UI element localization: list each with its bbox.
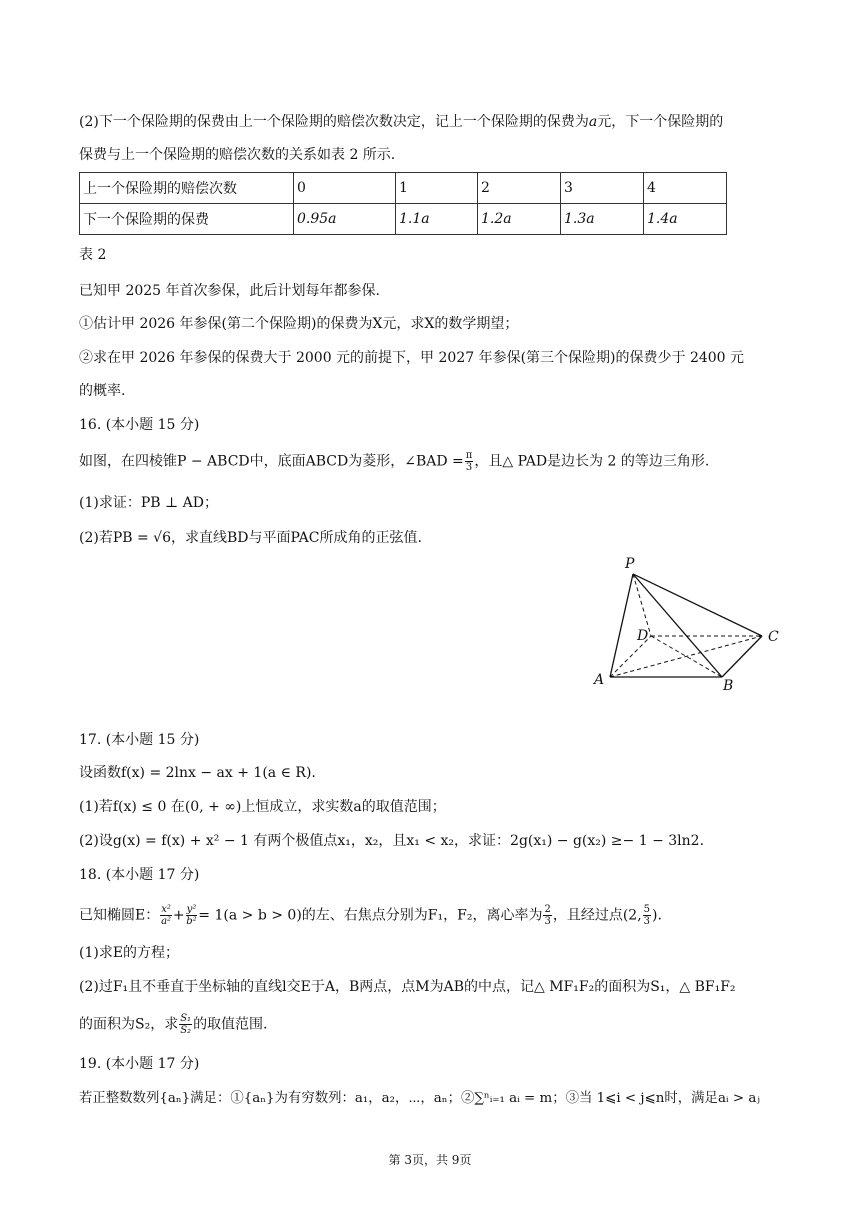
table-row: 下一个保险期的保费 0.95a 1.1a 1.2a 1.3a 1.4a <box>80 204 727 235</box>
pyramid-figure <box>590 552 790 692</box>
fraction: $\frac{\text{x²}}{\text{a²}}$ <box>161 904 172 927</box>
q16-sub1: (1)求证：PB ⊥ AD； <box>79 495 218 511</box>
q15-sub1: ①估计甲 2026 年参保(第二个保险期)的保费为X元，求X的数学期望； <box>79 316 519 332</box>
edge-pc <box>633 574 762 636</box>
fraction: $\frac{\text{y²}}{\text{b²}}$ <box>186 904 197 927</box>
q16-stem: 如图，在四棱锥P − ABCD中，底面ABCD为菱形，∠BAD = $\frac{\pi}{3}$ ，且△ PAD是边长为 2 的等边三角形. <box>79 450 710 473</box>
q15-part2-line1: (2)下一个保险期的保费由上一个保险期的赔偿次数决定，记上一个保险期的保费为a元，下一个保险期的 <box>79 114 724 130</box>
label-p: P <box>625 556 635 572</box>
fraction: $\frac{5}{3}$ <box>643 904 651 927</box>
q16-heading: 16. (本小题 15 分) <box>79 417 200 433</box>
label-d: D <box>637 628 649 644</box>
q15-known: 已知甲 2025 年首次参保，此后计划每年都参保. <box>79 283 380 299</box>
q15-sub2-line1: ②求在甲 2026 年参保的保费大于 2000 元的前提下，甲 2027 年参保(第三个保险期)的保费少于 2400 元 <box>79 350 745 366</box>
fraction: $\frac{\pi}{3}$ <box>465 450 473 473</box>
q18-sub2-line2: 的面积为S₂，求 $\frac{\text{S₁}}{\text{S₂}}$ 的取值范围. <box>79 1013 268 1036</box>
table-caption: 表 2 <box>79 247 107 263</box>
fraction: $\frac{\text{S₁}}{\text{S₂}}$ <box>180 1013 192 1036</box>
edge-pd-hidden <box>633 574 651 636</box>
q17-heading: 17. (本小题 15 分) <box>79 732 200 748</box>
q17-sub1: (1)若f(x) ≤ 0 在(0, + ∞)上恒成立，求实数a的取值范围； <box>79 799 446 815</box>
table-row: 上一个保险期的赔偿次数 0 1 2 3 4 <box>80 173 727 204</box>
label-a: A <box>594 672 605 688</box>
q17-stem: 设函数f(x) = 2lnx − ax + 1(a ∈ R). <box>79 765 316 781</box>
table-2 <box>79 172 727 235</box>
q15-part2-line2: 保费与上一个保险期的赔偿次数的关系如表 2 所示. <box>79 147 396 163</box>
q19-stem: 若正整数数列{aₙ}满足：①{aₙ}为有穷数列：a₁，a₂，⋯，aₙ；②∑ⁿᵢ₌₁ aᵢ = m；③当 1⩽i < j⩽n时，满足aᵢ > aⱼ <box>79 1091 760 1106</box>
label-b: B <box>723 678 734 692</box>
edge-pa <box>610 574 633 677</box>
label-c: C <box>768 629 779 645</box>
diag-ac-hidden <box>610 636 762 677</box>
edge-pb <box>633 574 722 677</box>
q18-sub2-line1: (2)过F₁且不垂直于坐标轴的直线l交E于A，B两点，点M为AB的中点，记△ MF₁F₂的面积为S₁，△ BF₁F₂ <box>79 979 736 995</box>
page-footer: 第 3页，共 9页 <box>388 1153 472 1167</box>
q19-heading: 19. (本小题 17 分) <box>79 1056 200 1072</box>
q18-sub1: (1)求E的方程； <box>79 945 180 961</box>
fraction: $\frac{2}{3}$ <box>544 904 551 927</box>
q17-sub2: (2)设g(x) = f(x) + x² − 1 有两个极值点x₁，x₂，且x₁ < x₂，求证：2g(x₁) − g(x₂) ≥− 1 − 3ln2. <box>79 833 705 849</box>
q18-stem: 已知椭圆E： $\frac{\text{x²}}{\text{a²}}$ + $\frac{\text{y²}}{\text{b²}}$ = 1(a > b > 0)的左、右焦点分别为F₁，F₂，离心率为 $\frac{2}{3}$ ，且经过点(2, $\frac{5}{3}$ ). <box>79 904 662 927</box>
q16-sub2: (2)若PB = √6，求直线BD与平面PAC所成角的正弦值. <box>79 530 422 546</box>
edge-bc <box>722 636 762 677</box>
q15-sub2-line2: 的概率. <box>79 383 126 399</box>
q18-heading: 18. (本小题 17 分) <box>79 867 200 883</box>
